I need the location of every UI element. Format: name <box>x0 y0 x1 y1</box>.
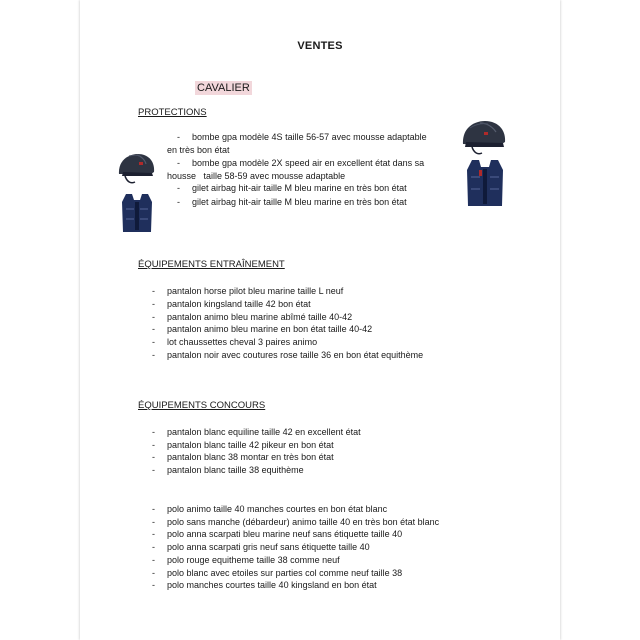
cavalier-label: CAVALIER <box>197 82 250 94</box>
list-bullet: - <box>152 555 155 565</box>
list-bullet: - <box>152 324 155 334</box>
list-bullet: - <box>152 504 155 514</box>
list-bullet: - <box>152 427 155 437</box>
list-bullet: - <box>177 158 180 168</box>
list-item: pantalon animo bleu marine en bon état taille 40-42 <box>167 324 373 334</box>
entrainement-heading: ÉQUIPEMENTS ENTRAÎNEMENT <box>138 259 285 270</box>
list-item-continuation: en très bon état <box>167 145 230 155</box>
list-bullet: - <box>177 132 180 142</box>
list-bullet: - <box>177 183 180 193</box>
list-item: polo anna scarpati bleu marine neuf sans étiquette taille 40 <box>167 529 403 539</box>
list-item: polo manches courtes taille 40 kingsland en bon état <box>167 580 377 590</box>
list-bullet: - <box>152 542 155 552</box>
list-item: pantalon blanc taille 42 pikeur en bon état <box>167 440 334 450</box>
list-item: pantalon noir avec coutures rose taille 36 en bon état equithème <box>167 350 424 360</box>
concours-heading: ÉQUIPEMENTS CONCOURS <box>138 400 266 411</box>
list-item: pantalon blanc taille 38 equithème <box>167 465 304 475</box>
list-item: pantalon blanc equiline taille 42 en excellent état <box>167 427 361 437</box>
list-item-continuation: housse taille 58-59 avec mousse adaptable <box>167 171 346 181</box>
list-bullet: - <box>177 197 180 207</box>
list-bullet: - <box>152 312 155 322</box>
list-bullet: - <box>152 580 155 590</box>
helmet-icon <box>115 152 157 186</box>
list-bullet: - <box>152 299 155 309</box>
list-item: polo animo taille 40 manches courtes en bon état blanc <box>167 504 388 514</box>
list-item: pantalon kingsland taille 42 bon état <box>167 299 311 309</box>
list-item: lot chaussettes cheval 3 paires animo <box>167 337 318 347</box>
list-item: pantalon horse pilot bleu marine taille L neuf <box>167 286 344 296</box>
list-bullet: - <box>152 568 155 578</box>
list-item: pantalon blanc 38 montar en très bon état <box>167 452 334 462</box>
list-item: polo rouge equitheme taille 38 comme neuf <box>167 555 340 565</box>
protections-heading: PROTECTIONS <box>138 107 207 118</box>
list-item: pantalon animo bleu marine abîmé taille 40-42 <box>167 312 353 322</box>
list-bullet: - <box>152 440 155 450</box>
list-item: polo blanc avec etoiles sur parties col comme neuf taille 38 <box>167 568 403 578</box>
document-page <box>80 0 560 640</box>
airbag-vest-icon <box>120 192 154 236</box>
list-item: gilet airbag hit-air taille M bleu marine en très bon état <box>192 183 407 193</box>
list-item: polo sans manche (débardeur) animo taille 40 en très bon état blanc <box>167 517 440 527</box>
list-bullet: - <box>152 337 155 347</box>
list-bullet: - <box>152 452 155 462</box>
page-title: VENTES <box>297 40 343 52</box>
list-bullet: - <box>152 286 155 296</box>
list-item: gilet airbag hit-air taille M bleu marine en très bon état <box>192 197 407 207</box>
list-bullet: - <box>152 529 155 539</box>
helmet-icon <box>460 118 508 158</box>
list-item: bombe gpa modèle 4S taille 56-57 avec mousse adaptable <box>192 132 427 142</box>
list-item: polo anna scarpati gris neuf sans étiquette taille 40 <box>167 542 370 552</box>
list-item: bombe gpa modèle 2X speed air en excellent état dans sa <box>192 158 425 168</box>
list-bullet: - <box>152 350 155 360</box>
airbag-vest-icon <box>465 158 505 210</box>
list-bullet: - <box>152 517 155 527</box>
list-bullet: - <box>152 465 155 475</box>
